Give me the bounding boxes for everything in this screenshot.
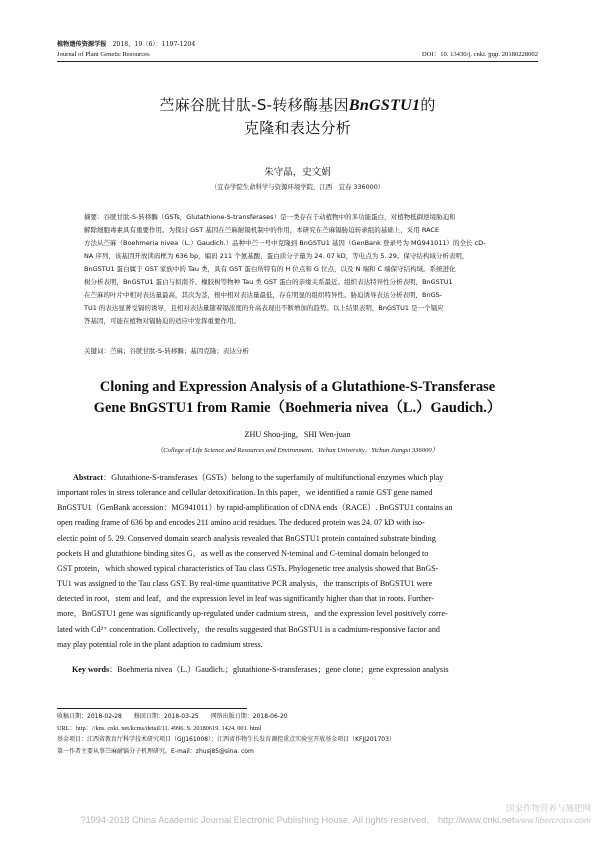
title-en-line2: Gene BnGSTU1 from Ramie（Boehmeria nivea（L.）Gaudich.） <box>93 400 502 416</box>
affiliation-cn: （宜春学院生命科学与资源环境学院，江西 宜春 336000） <box>210 183 385 191</box>
abstract-cn-line: BnGSTU1 蛋白属于 GST 家族中的 Tau 类，具有 GST 蛋白所特有的 H 位点和 G 位点，以及 N 端和 C 端保守结构域。系统进化 <box>84 265 456 274</box>
abstract-en-line: important roles in stress tolerance and cellular detoxification. In this paper，we identified a ramie GST gene named <box>57 488 433 498</box>
abstract-cn-line: 答基因，可能在植物对镉胁迫的适应中发挥重要作用。 <box>84 317 240 326</box>
abstract-cn <box>84 211 536 328</box>
keywords-cn: 关键词：苎麻；谷胱甘肽-S-转移酶；基因克隆；表达分析 <box>84 347 249 355</box>
title-cn-gene: BnGSTU1 <box>348 97 421 114</box>
keywords-en-label: Key words <box>72 665 110 674</box>
journal-volume: 2018，19（6）：1197-1204 <box>112 41 196 48</box>
abstract-en <box>57 470 538 652</box>
abstract-en-line: BnGSTU1（GenBank accession：MG941011）by rapid-amplification of cDNA ends（RACE）. BnGSTU1 contains an <box>57 503 453 513</box>
title-cn-line2: 克隆和表达分析 <box>243 119 352 137</box>
journal-name-en: Journal of Plant Genetic Resources <box>57 51 150 58</box>
abstract-en-text: ：Glutathione-S-transferases（GSTs）belong to the superfamily of multifunctional enzymes which play <box>103 473 444 482</box>
footnote-rule <box>57 708 247 709</box>
footnote-url: URL：http：//kns. cnki. net/kcms/detail/11. 4996. S. 20180619. 1424. 001. html <box>57 724 262 732</box>
abstract-cn-line: TU1 的表达显著受镉的诱导，且相对表达量随着镉浓度的升高表现出不断增加的趋势。以上结果表明，BnGSTU1 是一个镉应 <box>84 304 444 313</box>
journal-name-cn <box>57 41 195 49</box>
authors-en: ZHU Shou-jing，SHI Wen-juan <box>244 430 351 439</box>
abstract-cn-line: 摘要：谷胱甘肽-S-转移酶（GSTs，Glutathione-S-transferases）是一类存在于动植物中的多功能蛋白，对植物抵御逆境胁迫和 <box>84 213 456 221</box>
abstract-en-line: electic point of 5. 29. Conserved domain search analysis revealed that BnGSTU1 protein contained substrate binding <box>57 533 436 543</box>
abstract-en-line: GST protein，which showed typical characteristics of Tau class GSTs. Phylogenetic tree analysis showed that BnGS- <box>57 563 439 573</box>
abstract-en-line: TU1 was assigned to the Tau class GST. By real-time quantitative PCR analysis，the transcripts of BnGSTU1 were <box>57 579 433 589</box>
header-rule <box>57 61 538 62</box>
authors-cn: 朱守晶，史文娟 <box>264 167 331 178</box>
keywords-en <box>72 664 538 675</box>
title-cn-after: 的 <box>420 96 436 114</box>
abstract-en-label: Abstract <box>73 473 104 482</box>
abstract-cn-line: 在苎麻的叶片中相对表达量最高，其次为茎，根中相对表达量最低，存在明显的组织特异性。胁迫诱导表达分析表明，BnGS- <box>84 291 443 300</box>
affiliation-en: （College of Life Science and Resources and Environment，Yichun University，Yichun Jiangxi 336000） <box>156 447 439 454</box>
footnote-dates: 收稿日期：2018-02-28 修回日期：2018-03-25 网络出版日期：2018-06-20 <box>57 713 288 720</box>
keywords-en-text: ：Boehmeria nivea（L.）Gaudich.；glutathione-S-transferases；gene clone；gene expression analysis <box>109 665 449 674</box>
footnotes <box>57 711 538 757</box>
title-en-line1: Cloning and Expression Analysis of a Glutathione-S-Transferase <box>99 379 496 395</box>
abstract-en-line: detected in root，stem and leaf，and the expression level in leaf was significantly higher than that in roots. Further- <box>57 594 434 604</box>
abstract-cn-line: NA 序列，该基因开放读码框为 636 bp，编码 211 个氨基酸，蛋白质分子量为 24. 07 kD，等电点为 5. 29。保守结构域分析表明， <box>84 252 469 261</box>
title-cn-line1 <box>0 95 595 116</box>
abstract-cn-line: 方法从苎麻（Boehmeria nivea（L.）Gaudich.）品种中苎一号中克隆到 BnGSTU1 基因（GenBank 登录号为 MG941011）的全长 cD- <box>84 239 486 248</box>
title-cn-before: 苎麻谷胱甘肽-S-转移酶基因 <box>159 96 349 114</box>
doi: DOI：10. 13430/j. cnki. jpgr. 20180228002 <box>421 51 538 58</box>
abstract-en-line: open reading frame of 636 bp and encodes 211 amino acid residues. The deduced protein was 24. 07 kD with iso- <box>57 518 425 528</box>
abstract-en-line: lated with Cd²⁺ concentration. Collectively，the results suggested that BnGSTU1 is a cadmium-responsive factor and <box>57 624 440 634</box>
abstract-cn-line: 树分析表明，BnGSTU1 蛋白与拟南芥、橡胶树等物种 Tau 类 GST 蛋白的亲缘关系最近。组织表达特异性分析表明，BnGSTU1 <box>84 278 453 287</box>
watermark <box>486 804 591 826</box>
journal-name-cn-text: 植物遗传资源学报 <box>57 41 107 48</box>
watermark-line2: www.fibercrops.com <box>514 815 591 825</box>
copyright-line: ?1994-2018 China Academic Journal Electronic Publishing House. All rights reserved. http://www.cnki.net <box>80 815 515 825</box>
watermark-line1: 国家作物营养与施肥网 <box>505 804 591 814</box>
footnote-funding: 基金项目：江西省教育厅科学技术研究项目（GJJ161008）；江西省作物生长发育调控重点实验室开放基金项目（KFJJ201703） <box>57 736 395 743</box>
footnote-first-author: 第一作者主要从事苎麻耐镉分子机理研究。E-mail：zhusj85@sina. com <box>57 747 254 755</box>
abstract-cn-line: 解除细胞毒素具有重要作用。为探讨 GST 基因在苎麻耐镉机制中的作用，本研究在苎麻镉胁迫转录组的基础上，采用 RACE <box>84 226 440 235</box>
abstract-en-line <box>57 470 538 485</box>
abstract-en-line: more，BnGSTU1 gene was significantly up-regulated under cadmium stress，and the expression level positively corre- <box>57 609 448 619</box>
abstract-en-line: may play potential role in the plant adaption to cadmium stress. <box>57 639 263 649</box>
abstract-en-line: pockets H and glutathione binding sites G，as well as the conserved N-teminal and C-teminal domain belonged to <box>57 548 429 558</box>
